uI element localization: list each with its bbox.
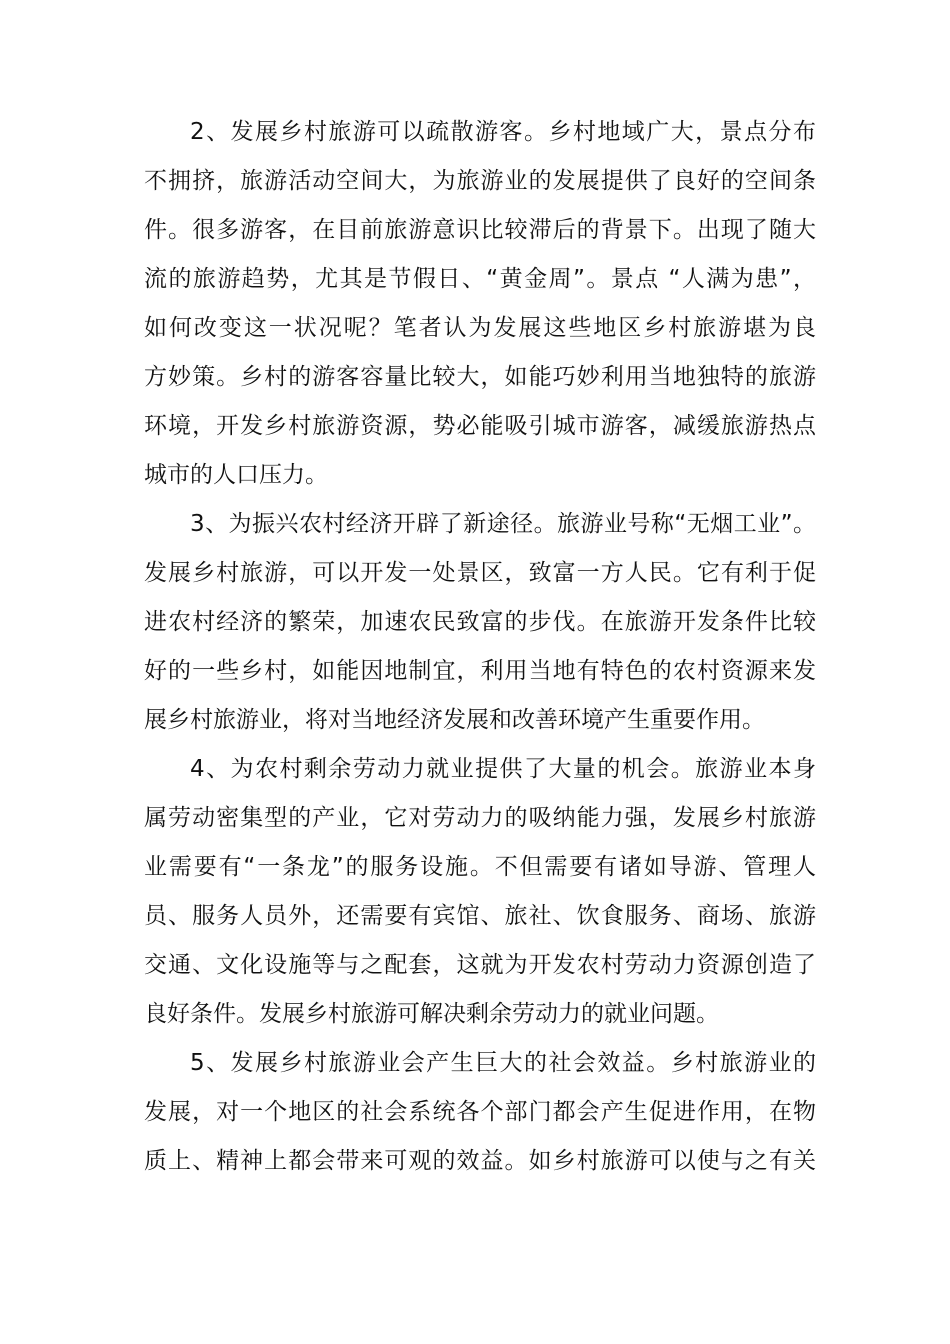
paragraph-line: 流的旅游趋势，尤其是节假日、“黄金周”。景点 “人满为患”， [144, 266, 816, 292]
paragraph-line: 发展乡村旅游，可以开发一处景区，致富一方人民。它有利于促 [144, 560, 816, 586]
paragraph-line: 城市的人口压力。 [144, 462, 328, 488]
paragraph-line: 3、为振兴农村经济开辟了新途径。旅游业号称“无烟工业”。 [190, 511, 816, 537]
paragraph-line: 方妙策。乡村的游客容量比较大，如能巧妙利用当地独特的旅游 [144, 364, 816, 390]
paragraph-line: 员、服务人员外，还需要有宾馆、旅社、饮食服务、商场、旅游 [144, 903, 816, 929]
paragraph-line: 业需要有“一条龙”的服务设施。不但需要有诸如导游、管理人 [144, 854, 816, 880]
paragraph-line: 件。很多游客，在目前旅游意识比较滞后的背景下。出现了随大 [144, 217, 816, 243]
paragraph-line: 2、发展乡村旅游可以疏散游客。乡村地域广大，景点分布 [190, 119, 816, 145]
paragraph-4 [144, 745, 816, 1039]
paragraph-line: 质上、精神上都会带来可观的效益。如乡村旅游可以使与之有关 [144, 1148, 816, 1174]
paragraph-line: 5、发展乡村旅游业会产生巨大的社会效益。乡村旅游业的 [190, 1050, 816, 1076]
document-body [144, 108, 816, 1186]
paragraph-3 [144, 500, 816, 745]
paragraph-line: 交通、文化设施等与之配套，这就为开发农村劳动力资源创造了 [144, 952, 816, 978]
paragraph-line: 发展，对一个地区的社会系统各个部门都会产生促进作用，在物 [144, 1099, 816, 1125]
paragraph-5 [144, 1039, 816, 1186]
paragraph-line: 环境，开发乡村旅游资源，势必能吸引城市游客，减缓旅游热点 [144, 413, 816, 439]
paragraph-line: 良好条件。发展乡村旅游可解决剩余劳动力的就业问题。 [144, 1001, 719, 1027]
paragraph-line: 如何改变这一状况呢？笔者认为发展这些地区乡村旅游堪为良 [144, 315, 816, 341]
paragraph-line: 展乡村旅游业，将对当地经济发展和改善环境产生重要作用。 [144, 707, 765, 733]
paragraph-line: 进农村经济的繁荣，加速农民致富的步伐。在旅游开发条件比较 [144, 609, 816, 635]
paragraph-line: 不拥挤，旅游活动空间大，为旅游业的发展提供了良好的空间条 [144, 168, 816, 194]
paragraph-line: 属劳动密集型的产业，它对劳动力的吸纳能力强，发展乡村旅游 [144, 805, 816, 831]
paragraph-line: 4、为农村剩余劳动力就业提供了大量的机会。旅游业本身 [190, 756, 816, 782]
paragraph-line: 好的一些乡村，如能因地制宜，利用当地有特色的农村资源来发 [144, 658, 816, 684]
paragraph-2 [144, 108, 816, 500]
